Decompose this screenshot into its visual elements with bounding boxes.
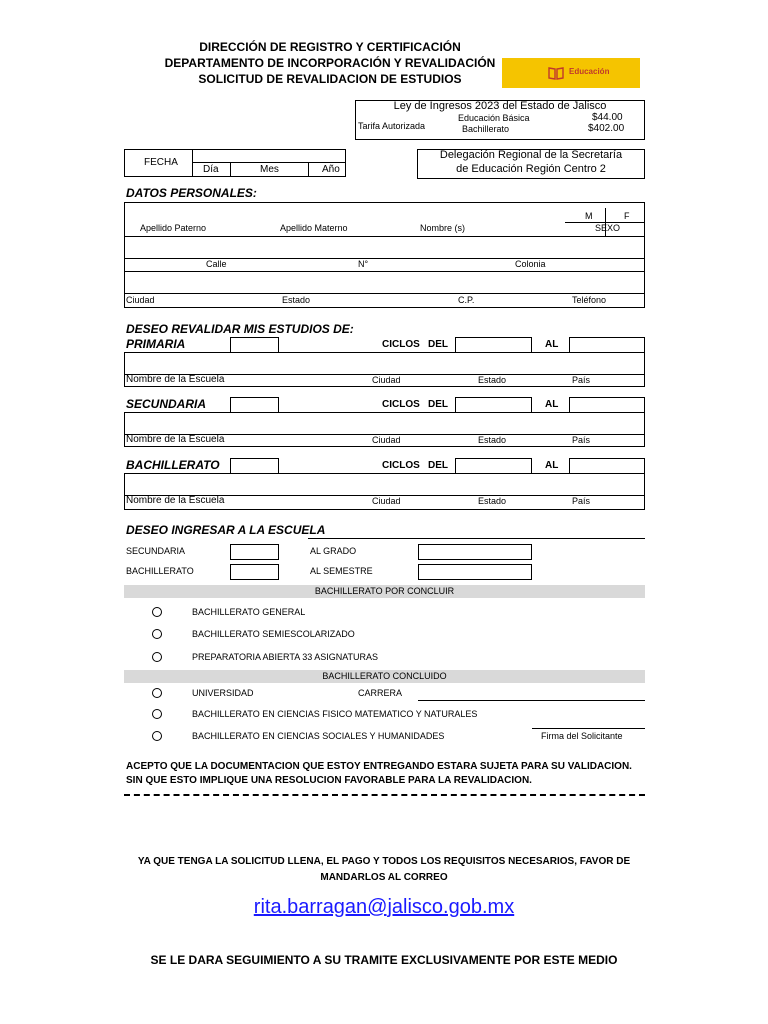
bachillerato-ciclos: CICLOS	[382, 460, 420, 471]
primaria-label: PRIMARIA	[126, 337, 186, 351]
fecha-mes: Mes	[260, 164, 279, 175]
bachillerato-years-box[interactable]	[230, 458, 279, 474]
option-universidad: UNIVERSIDAD	[192, 688, 254, 698]
primaria-al: AL	[545, 339, 559, 350]
primaria-ciudad-label: Ciudad	[372, 375, 401, 385]
ingresar-grado-box[interactable]	[418, 544, 532, 560]
tarifa-label: Tarifa Autorizada	[358, 121, 426, 131]
bachillerato-del: DEL	[428, 460, 448, 471]
bachillerato-al-box[interactable]	[569, 458, 645, 474]
revalidar-title: DESEO REVALIDAR MIS ESTUDIOS DE:	[126, 322, 354, 336]
por-concluir-label: BACHILLERATO POR CONCLUIR	[314, 586, 455, 596]
carrera-line[interactable]	[418, 700, 645, 701]
contact-email-link[interactable]: rita.barragan@jalisco.gob.mx	[253, 896, 515, 918]
primaria-al-box[interactable]	[569, 337, 645, 353]
basica-price: $44.00	[592, 112, 623, 123]
apellido-paterno-label: Apellido Paterno	[140, 223, 207, 233]
sexo-f: F	[624, 211, 630, 221]
secundaria-al: AL	[545, 399, 559, 410]
option-bachillerato-general: BACHILLERATO GENERAL	[192, 607, 306, 617]
nombre-label: Nombre (s)	[420, 223, 466, 233]
sexo-label: SEXO	[595, 223, 621, 233]
radio-bachillerato-semiescolarizado[interactable]	[152, 629, 162, 639]
option-sociales-humanidades: BACHILLERATO EN CIENCIAS SOCIALES Y HUMANIDADES	[192, 731, 445, 741]
bachillerato-ciudad-label: Ciudad	[372, 496, 401, 506]
bachillerato-label: BACHILLERATO	[126, 458, 220, 472]
logo-text: Educación	[569, 67, 610, 76]
secundaria-del: DEL	[428, 399, 448, 410]
ingresar-grado: AL GRADO	[310, 546, 357, 556]
datos-title: DATOS PERSONALES:	[126, 186, 257, 200]
secundaria-years-box[interactable]	[230, 397, 279, 413]
delegacion-line-2: de Educación Región Centro 2	[456, 163, 606, 175]
option-fisico-matematico: BACHILLERATO EN CIENCIAS FISICO MATEMATICO Y NATURALES	[192, 709, 478, 719]
ingresar-semestre-box[interactable]	[418, 564, 532, 580]
ciudad-label: Ciudad	[126, 295, 155, 305]
ingresar-secundaria-box[interactable]	[230, 544, 279, 560]
primaria-estado-label: Estado	[478, 375, 507, 385]
firma-line[interactable]	[532, 728, 645, 729]
dashed-divider	[124, 794, 645, 796]
radio-bachillerato-general[interactable]	[152, 607, 162, 617]
telefono-label: Teléfono	[572, 295, 607, 305]
apellido-materno-label: Apellido Materno	[280, 223, 348, 233]
bach-price: $402.00	[588, 123, 625, 134]
secundaria-ciudad-label: Ciudad	[372, 435, 401, 445]
ingresar-semestre: AL SEMESTRE	[310, 566, 373, 576]
carrera-label: CARRERA	[358, 688, 403, 698]
ingresar-bachillerato-box[interactable]	[230, 564, 279, 580]
header-line-2: DEPARTAMENTO DE INCORPORACIÓN Y REVALIDACIÓN	[164, 56, 496, 70]
radio-preparatoria-abierta[interactable]	[152, 652, 162, 662]
primaria-del: DEL	[428, 339, 448, 350]
footer-last-line: SE LE DARA SEGUIMIENTO A SU TRAMITE EXCLUSIVAMENTE POR ESTE MEDIO	[150, 953, 618, 967]
secundaria-pais-label: País	[572, 435, 591, 445]
acepto-line-2: SIN QUE ESTO IMPLIQUE UNA RESOLUCION FAVORABLE PARA LA REVALIDACION.	[126, 775, 532, 786]
basica-label: Educación Básica	[458, 113, 530, 123]
numero-label: N°	[358, 259, 369, 269]
colonia-label: Colonia	[515, 259, 546, 269]
footer-line-2: MANDARLOS AL CORREO	[320, 872, 448, 883]
secundaria-ciclos: CICLOS	[382, 399, 420, 410]
secundaria-al-box[interactable]	[569, 397, 645, 413]
fecha-anio: Año	[322, 164, 340, 175]
secundaria-del-box[interactable]	[455, 397, 532, 413]
bach-label: Bachillerato	[462, 124, 510, 134]
primaria-years-box[interactable]	[230, 337, 279, 353]
sexo-m: M	[585, 211, 593, 221]
primaria-pais-label: País	[572, 375, 591, 385]
fecha-label: FECHA	[144, 157, 178, 168]
calle-label: Calle	[206, 259, 227, 269]
concluido-label: BACHILLERATO CONCLUIDO	[322, 671, 447, 681]
option-preparatoria-abierta: PREPARATORIA ABIERTA 33 ASIGNATURAS	[192, 652, 379, 662]
secundaria-estado-label: Estado	[478, 435, 507, 445]
ingresar-secundaria: SECUNDARIA	[126, 546, 186, 556]
ingresar-title: DESEO INGRESAR A LA ESCUELA	[126, 523, 326, 537]
header-line-3: SOLICITUD DE REVALIDACION DE ESTUDIOS	[198, 72, 462, 86]
education-logo	[502, 58, 640, 88]
delegacion-line-1: Delegación Regional de la Secretaría	[439, 149, 623, 161]
bachillerato-del-box[interactable]	[455, 458, 532, 474]
header-line-1: DIRECCIÓN DE REGISTRO Y CERTIFICACIÓN	[199, 40, 461, 54]
radio-universidad[interactable]	[152, 688, 162, 698]
bachillerato-estado-label: Estado	[478, 496, 507, 506]
secundaria-escuela-label: Nombre de la Escuela	[126, 434, 225, 445]
primaria-del-box[interactable]	[455, 337, 532, 353]
cp-label: C.P.	[458, 295, 475, 305]
book-icon	[548, 67, 564, 80]
secundaria-label: SECUNDARIA	[126, 397, 207, 411]
radio-sociales-humanidades[interactable]	[152, 731, 162, 741]
fecha-dia: Día	[203, 164, 219, 175]
estado-label: Estado	[282, 295, 311, 305]
acepto-line-1: ACEPTO QUE LA DOCUMENTACION QUE ESTOY ENTREGANDO ESTARA SUJETA PARA SU VALIDACION.	[126, 761, 632, 772]
firma-label: Firma del Solicitante	[541, 731, 623, 741]
ingresar-bachillerato: BACHILLERATO	[126, 566, 194, 576]
bachillerato-al: AL	[545, 460, 559, 471]
footer-line-1: YA QUE TENGA LA SOLICITUD LLENA, EL PAGO Y TODOS LOS REQUISITOS NECESARIOS, FAVOR DE	[137, 856, 631, 867]
bachillerato-escuela-label: Nombre de la Escuela	[126, 495, 225, 506]
radio-fisico-matematico[interactable]	[152, 709, 162, 719]
tarifa-title: Ley de Ingresos 2023 del Estado de Jalisco	[393, 100, 607, 112]
option-bachillerato-semiescolarizado: BACHILLERATO SEMIESCOLARIZADO	[192, 629, 355, 639]
bachillerato-pais-label: País	[572, 496, 591, 506]
primaria-escuela-label: Nombre de la Escuela	[126, 374, 225, 385]
primaria-ciclos: CICLOS	[382, 339, 420, 350]
